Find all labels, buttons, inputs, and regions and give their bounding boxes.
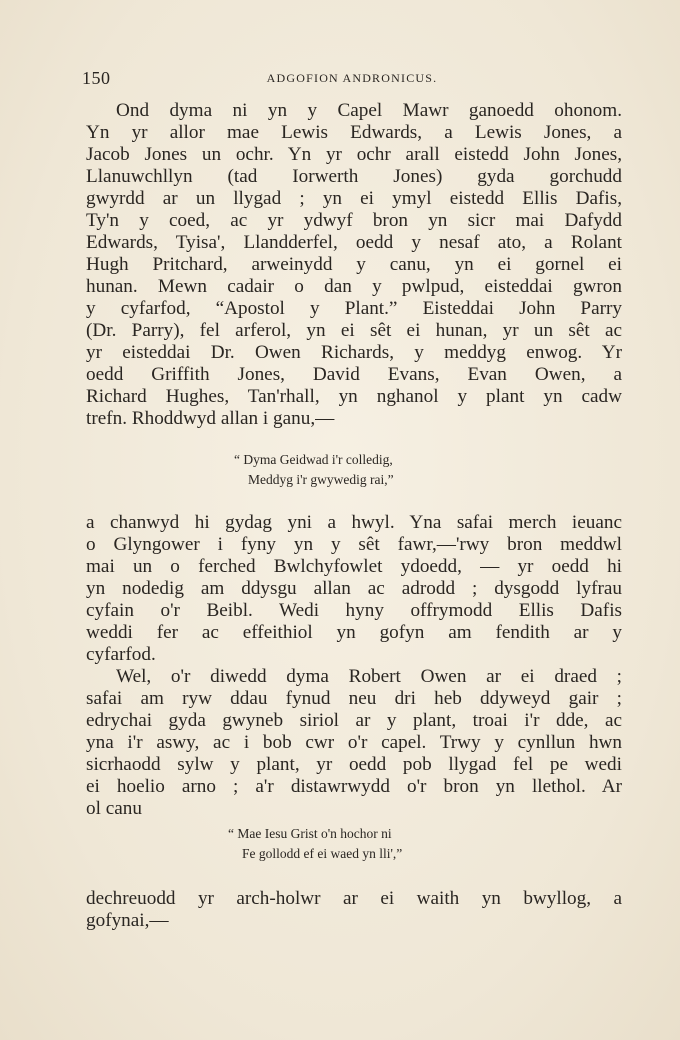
- verse-line: “ Mae Iesu Grist o'n hochor ni: [228, 826, 392, 841]
- running-head: ADGOFION ANDRONICUS.: [266, 71, 438, 85]
- text-line: trefn. Rhoddwyd allan i ganu,—: [86, 408, 335, 429]
- text-line: mai un o ferched Bwlchyfowlet ydoedd, — yr oedd hi: [86, 556, 622, 577]
- text-line: Edwards, Tyisa', Llandderfel, oedd y nesaf ato, a Rolant: [86, 232, 622, 253]
- verse-quotation-2: [228, 824, 402, 864]
- paragraph-4: [86, 888, 622, 932]
- text-line: yr eisteddai Dr. Owen Richards, y meddyg enwog. Yr: [86, 342, 622, 363]
- verse-line: Fe gollodd ef ei waed yn lli',”: [242, 846, 403, 861]
- text-line: Ond dyma ni yn y Capel Mawr ganoedd ohonom.: [116, 100, 622, 121]
- verse-quotation-1: [234, 450, 394, 490]
- text-line: ei hoelio arno ; a'r distawrwydd o'r bron yn llethol. Ar: [86, 776, 622, 797]
- text-line: y cyfarfod, “Apostol y Plant.” Eisteddai John Parry: [86, 298, 622, 319]
- text-line: sicrhaodd sylw y plant, yr oedd pob llygad fel pe wedi: [86, 754, 622, 775]
- paragraph-2: [86, 512, 622, 666]
- text-line: a chanwyd hi gydag yni a hwyl. Yna safai merch ieuanc: [86, 512, 622, 533]
- text-line: yna i'r aswy, ac i bob cwr o'r capel. Trwy y cynllun hwn: [86, 732, 622, 753]
- text-line: cyfarfod.: [86, 644, 156, 665]
- text-line: weddi fer ac effeithiol yn gofyn am fendith ar y: [86, 622, 622, 643]
- text-line: yn nodedig am ddysgu allan ac adrodd ; dysgodd lyfrau: [86, 578, 622, 599]
- text-line: dechreuodd yr arch-holwr ar ei waith yn bwyllog, a: [86, 888, 622, 909]
- text-line: gofynai,—: [86, 910, 169, 931]
- text-line: edrychai gyda gwyneb siriol ar y plant, troai i'r dde, ac: [86, 710, 622, 731]
- paragraph-1: [86, 100, 622, 430]
- text-line: ol canu: [86, 798, 142, 819]
- verse-line: Meddyg i'r gwywedig rai,”: [248, 472, 394, 487]
- text-line: hunan. Mewn cadair o dan y pwlpud, eisteddai gwron: [86, 276, 622, 297]
- paragraph-3: [86, 666, 622, 820]
- text-line: Jacob Jones un ochr. Yn yr ochr arall eistedd John Jones,: [86, 144, 622, 165]
- text-line: Wel, o'r diwedd dyma Robert Owen ar ei draed ;: [116, 666, 622, 687]
- text-line: oedd Griffith Jones, David Evans, Evan Owen, a: [86, 364, 622, 385]
- text-line: o Glyngower i fyny yn y sêt fawr,—'rwy bron meddwl: [86, 534, 622, 555]
- text-line: Hugh Pritchard, arweinydd y canu, yn ei gornel ei: [86, 254, 622, 275]
- page-header: [82, 68, 622, 94]
- page-number: 150: [82, 68, 111, 88]
- text-line: Yn yr allor mae Lewis Edwards, a Lewis Jones, a: [86, 122, 622, 143]
- text-line: Ty'n y coed, ac yr ydwyf bron yn sicr mai Dafydd: [86, 210, 622, 231]
- text-line: cyfain o'r Beibl. Wedi hyny offrymodd Ellis Dafis: [86, 600, 622, 621]
- verse-line: “ Dyma Geidwad i'r colledig,: [234, 452, 393, 467]
- text-line: Richard Hughes, Tan'rhall, yn nghanol y plant yn cadw: [86, 386, 622, 407]
- text-line: safai am ryw ddau fynud neu dri heb ddyweyd gair ;: [86, 688, 622, 709]
- text-line: gwyrdd ar un llygad ; yn ei ymyl eistedd Ellis Dafis,: [86, 188, 622, 209]
- text-line: Llanuwchllyn (tad Iorwerth Jones) gyda gorchudd: [86, 166, 622, 187]
- text-line: (Dr. Parry), fel arferol, yn ei sêt ei hunan, yr un sêt ac: [86, 320, 622, 341]
